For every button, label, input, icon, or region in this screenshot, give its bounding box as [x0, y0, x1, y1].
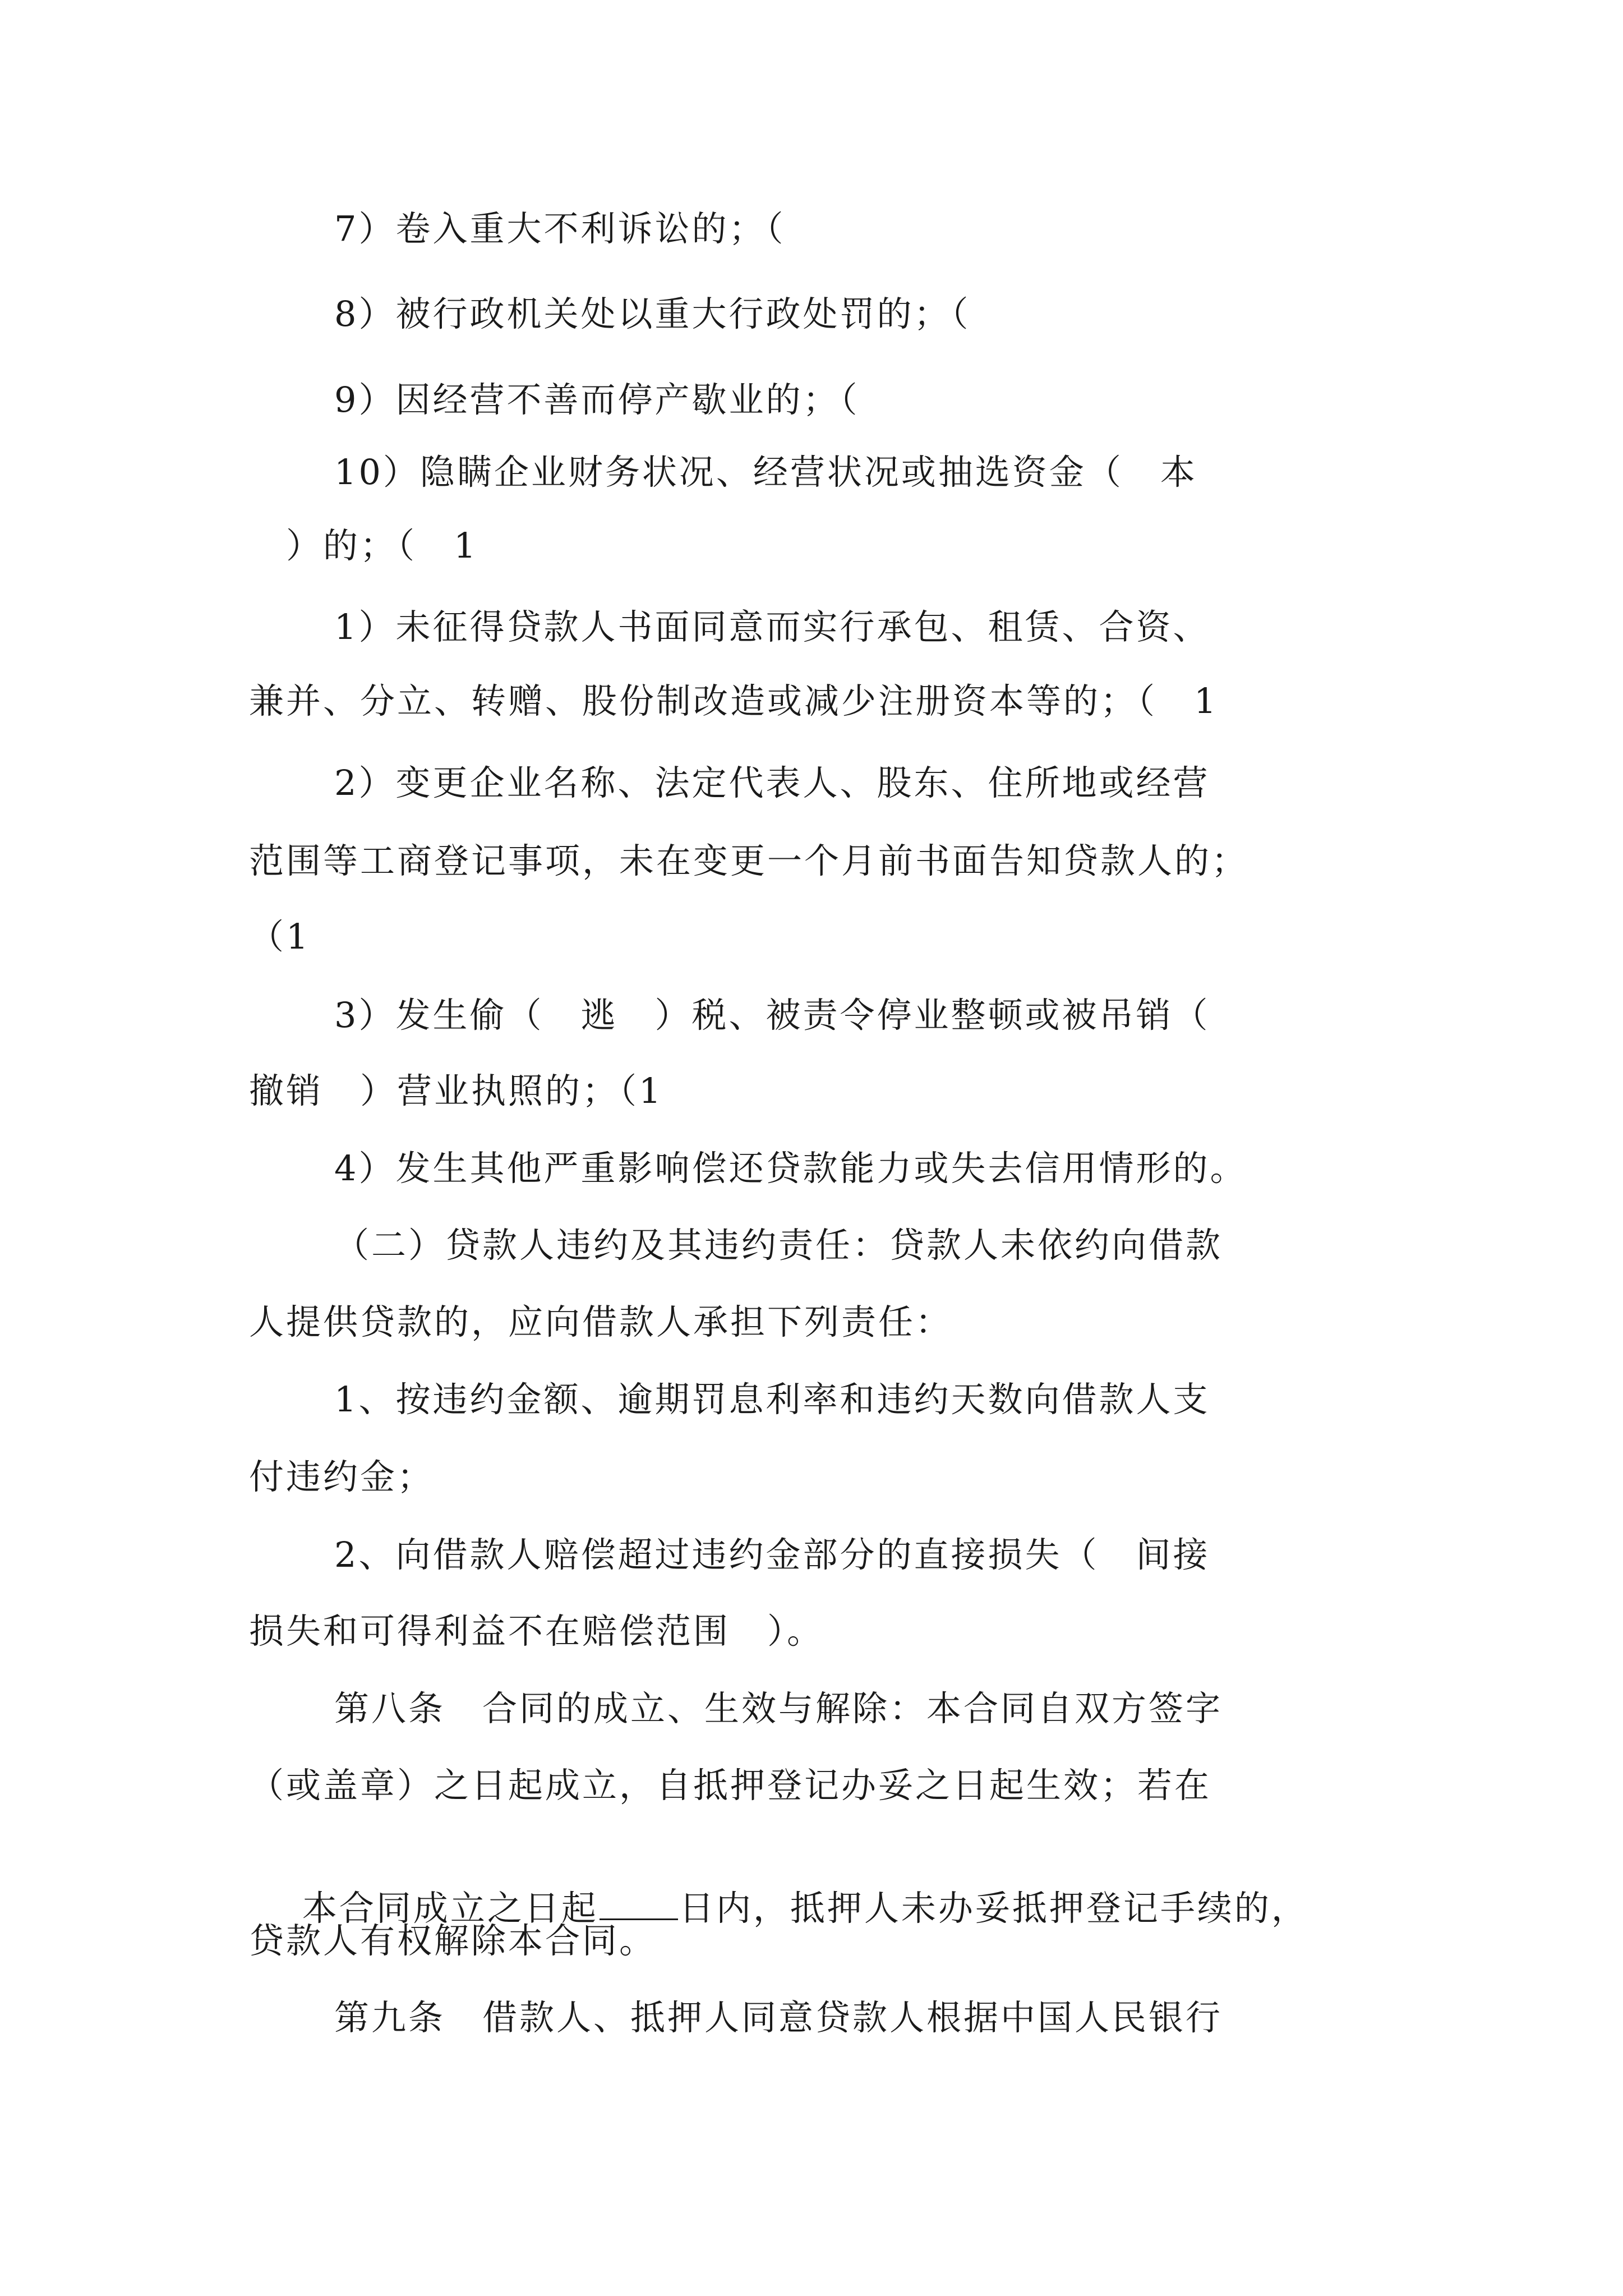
text-line: 8）被行政机关处以重大行政处罚的；（ — [334, 293, 971, 334]
text-line: 1）未征得贷款人书面同意而实行承包、租赁、合资、 — [334, 606, 1210, 647]
text-line: 贷款人有权解除本合同。 — [249, 1920, 657, 1961]
text-line: 4）发生其他严重影响偿还贷款能力或失去信用情形的。 — [334, 1148, 1247, 1189]
text-line: 3）发生偷（ 逃 ）税、被责令停业整顿或被吊销（ — [334, 995, 1210, 1036]
text-line: （二）贷款人违约及其违约责任：贷款人未依约向借款 — [334, 1225, 1223, 1266]
text-fragment: 日内，抵押人未办妥抵押登记手续的， — [679, 1888, 1308, 1929]
text-line: 9）因经营不善而停产歇业的；（ — [334, 379, 860, 420]
text-line: （1 — [249, 916, 311, 957]
text-line: 2）变更企业名称、法定代表人、股东、住所地或经营 — [334, 762, 1210, 803]
text-line: ）的；（ 1 — [286, 525, 478, 566]
text-line: 付违约金； — [249, 1456, 435, 1497]
text-line: 7）卷入重大不利诉讼的；（ — [334, 208, 786, 249]
text-line: 第九条 借款人、抵押人同意贷款人根据中国人民银行 — [334, 1997, 1223, 2038]
text-line: 第八条 合同的成立、生效与解除：本合同自双方签字 — [334, 1688, 1223, 1729]
text-line: 损失和可得利益不在赔偿范围 ）。 — [249, 1611, 824, 1651]
text-line: 人提供贷款的，应向借款人承担下列责任： — [249, 1301, 953, 1342]
text-line: 2、向借款人赔偿超过违约金部分的直接损失（ 间接 — [334, 1534, 1210, 1575]
text-line: （或盖章）之日起成立，自抵押登记办妥之日起生效；若在 — [249, 1765, 1212, 1806]
text-line: 1、按违约金额、逾期罚息利率和违约天数向借款人支 — [334, 1379, 1210, 1420]
text-line: 兼并、分立、转赠、股份制改造或减少注册资本等的；（ 1 — [249, 680, 1219, 721]
text-line: 撤销 ）营业执照的；（1 — [249, 1070, 663, 1111]
fill-in-blank — [600, 1888, 678, 1920]
text-line: 10）隐瞒企业财务状况、经营状况或抽选资金（ 本 — [334, 452, 1197, 493]
text-fragment: 本合同成立之日起 — [302, 1888, 598, 1929]
text-line: 范围等工商登记事项，未在变更一个月前书面告知贷款人的； — [249, 840, 1249, 881]
